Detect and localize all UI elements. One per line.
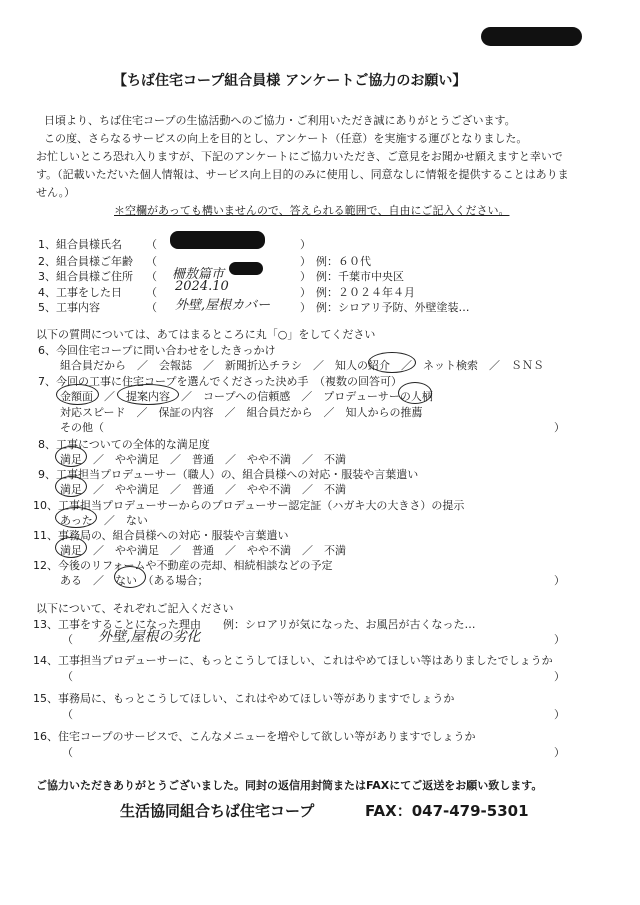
answer-circle [114,566,146,588]
paren-open: （ [146,238,157,251]
paren-close: ） [554,746,565,759]
q8-options: 満足 ／ やや満足 ／ 普通 ／ やや不満 ／ 不満 [60,453,346,466]
paren-close: ） [554,633,565,646]
answer-circle [398,382,432,404]
paren-open: （ [62,746,73,759]
paren-close: ） [300,255,311,268]
paren-close: ） [554,574,565,587]
footer-fax: FAX：047-479-5301 [365,802,529,820]
paren-close: ） [554,708,565,721]
paren-open: （ [62,633,73,646]
intro-line-3: お忙しいところ恐れ入りますが、下記のアンケートにご協力いただき、ご意見をお聞かせ願えますと幸いで [36,150,563,163]
answer-circle [56,384,99,405]
example-age: 例：６０代 [316,255,371,268]
paren-close: ） [300,238,311,251]
q7-options-line1: 金額面 ／ 提案内容 ／ コープへの信頼感 ／ プロデューサーの人柄 [60,390,433,403]
q7-label: 7、今回の工事に住宅コープを選んでくださった決め手 （複数の回答可） [38,375,402,388]
redaction-bar [481,27,582,46]
label-member-age: 2、組合員様ご年齢 [38,255,133,268]
example-date: 例：２０２４年４月 [316,286,415,299]
answer-circle [55,537,87,558]
q11-label: 11、事務局の、組合員様への対応・服装や言葉遣い [33,529,289,542]
example-content: 例：シロアリ予防、外壁塗装… [316,301,470,314]
paren-close: ） [300,286,311,299]
paren-open: （ [146,286,157,299]
q10-options: あった ／ ない [60,514,148,527]
q13-answer-handwritten: 外壁,屋根の劣化 [98,629,201,645]
q6-options: 組合員だから ／ 会報誌 ／ 新聞折込チラシ ／ 知人の紹介 ／ ネット検索 ／ ＳＮＳ [60,359,544,372]
note: ＊空欄があっても構いませんので、答えられる範囲で、自由にご記入ください。 [114,204,510,217]
q8-label: 8、工事についての全体的な満足度 [38,438,210,451]
q16-label: 16、住宅コープのサービスで、こんなメニューを増やして欲しい等がありますでしょうか [33,730,476,743]
answer-circle [55,476,87,497]
footer-thanks: ご協力いただきありがとうございました。同封の返信用封筒またはFAXにてご返送をお願い致します。 [36,779,543,792]
paren-close: ） [300,301,311,314]
q9-options: 満足 ／ やや満足 ／ 普通 ／ やや不満 ／ 不満 [60,483,346,496]
q11-options: 満足 ／ やや満足 ／ 普通 ／ やや不満 ／ 不満 [60,544,346,557]
paren-open: （ [62,708,73,721]
paren-close: ） [300,270,311,283]
intro-line-4: す。（記載いただいた個人情報は、サービス向上目的のみに使用し、同意なしに情報を提供することはありま [36,168,569,181]
page-title: 【ちば住宅コープ組合員様 アンケートご協力のお願い】 [113,73,467,89]
label-work-content: 5、工事内容 [38,301,100,314]
answer-circle [368,352,416,373]
q12-label: 12、今後のリフォームや不動産の売却、相続相談などの予定 [33,559,333,572]
redacted-address [229,262,263,275]
intro-line-1: 日頃より、ちば住宅コープの生協活動へのご協力・ご利用いただき誠にありがとうございます。 [44,114,516,127]
section1-intro: 以下の質問については、あてはまるところに丸「○」をしてください [36,328,376,341]
label-member-name: 1、組合員様氏名 [38,238,122,251]
paren-open: （ [146,255,157,268]
label-work-date: 4、工事をした日 [38,286,122,299]
q12-options: ある ／ ない （ある場合； [60,574,209,587]
address-handwritten: 柵敖篇市 [172,267,225,282]
example-address: 例：千葉市中央区 [316,270,404,283]
q9-label: 9、工事担当プロデューサー（職人）の、組合員様への対応・服装や言葉遣い [38,468,419,481]
answer-circle [55,507,97,528]
q6-label: 6、今回住宅コープに問い合わせをしたきっかけ [38,344,276,357]
q14-label: 14、工事担当プロデューサーに、もっとこうしてほしい、これはやめてほしい等はありましたでしょうか [33,654,553,667]
intro-line-2: この度、さらなるサービスの向上を目的とし、アンケート（任意）を実施する運びとなりました。 [44,132,528,145]
q7-other: その他（ [60,421,104,434]
intro-line-5: せん。） [36,186,76,199]
q15-label: 15、事務局に、もっとこうしてほしい、これはやめてほしい等がありますでしょうか [33,692,455,705]
paren-open: （ [62,670,73,683]
q10-label: 10、工事担当プロデューサーからのプロデューサー認定証（ハガキ大の大きさ）の提示 [33,499,465,512]
label-member-address: 3、組合員様ご住所 [38,270,133,283]
work-content-handwritten: 外壁,屋根カバー [175,298,271,313]
paren-close: ） [554,421,565,434]
redacted-name [170,231,265,249]
section2-intro: 以下について、それぞれご記入ください [36,602,234,615]
answer-circle [117,384,179,405]
footer-org: 生活協同組合ちば住宅コープ [120,802,315,820]
work-date-handwritten: 2024.10 [175,279,229,294]
q7-options-line2: 対応スピード ／ 保証の内容 ／ 組合員だから ／ 知人からの推薦 [60,406,423,419]
answer-circle [55,446,87,467]
paren-close: ） [554,670,565,683]
paren-open: （ [146,270,157,283]
paren-open: （ [146,301,157,314]
q13-label: 13、工事をすることになった理由 例：シロアリが気になった、お風呂が古くなった… [33,618,476,631]
